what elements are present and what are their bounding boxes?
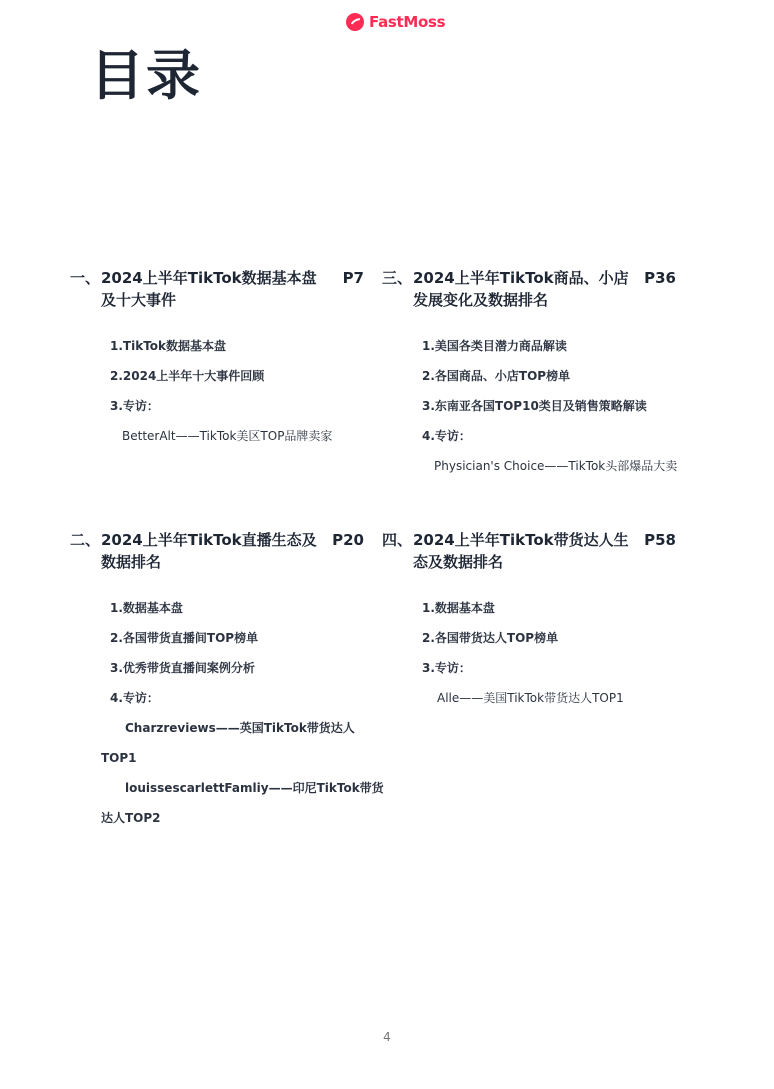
- toc-subitem[interactable]: louissescarlettFamliy——印尼TikTok带货: [125, 781, 384, 795]
- toc-subitem-wrap[interactable]: 达人TOP2: [101, 811, 161, 825]
- toc-subitem[interactable]: BetterAlt——TikTok美区TOP品牌卖家: [122, 429, 333, 443]
- toc-section-title[interactable]: 2024上半年TikTok直播生态及数据排名: [101, 531, 317, 571]
- page-title: 目录: [90, 44, 202, 107]
- toc-item[interactable]: 1.数据基本盘: [110, 601, 183, 615]
- toc-item[interactable]: 1.TikTok数据基本盘: [110, 339, 227, 353]
- fastmoss-logo-icon: [346, 13, 364, 31]
- toc-item[interactable]: 4.专访：: [110, 691, 159, 705]
- toc-section-title[interactable]: 2024上半年TikTok带货达人生态及数据排名: [413, 531, 629, 571]
- toc-subitem[interactable]: Physician's Choice——TikTok头部爆品大卖: [434, 459, 678, 473]
- toc-subitem[interactable]: Alle——美国TikTok带货达人TOP1: [437, 691, 624, 705]
- toc-item-list: [382, 331, 682, 481]
- toc-section-number: 一、: [70, 269, 101, 287]
- toc-section-number: 三、: [382, 269, 413, 287]
- toc-subitem[interactable]: Charzreviews——英国TikTok带货达人: [125, 721, 355, 735]
- toc-item-list: [70, 331, 370, 451]
- toc-item[interactable]: 4.专访：: [422, 429, 471, 443]
- toc-section-header: [70, 529, 370, 573]
- toc-section-header: [382, 267, 682, 311]
- toc-section-title[interactable]: 2024上半年TikTok商品、小店发展变化及数据排名: [413, 269, 629, 309]
- toc-section-page[interactable]: P58: [644, 531, 676, 549]
- toc-item-list: [70, 593, 384, 833]
- toc-subitem-wrap[interactable]: TOP1: [101, 751, 137, 765]
- toc-section-page[interactable]: P20: [332, 531, 364, 549]
- toc-item[interactable]: 2.各国带货直播间TOP榜单: [110, 631, 259, 645]
- toc-section-1: [70, 267, 370, 451]
- toc-item[interactable]: 3.东南亚各国TOP10类目及销售策略解读: [422, 399, 647, 413]
- toc-item-list: [382, 593, 682, 713]
- toc-item[interactable]: 1.数据基本盘: [422, 601, 495, 615]
- toc-item[interactable]: 2.各国带货达人TOP榜单: [422, 631, 559, 645]
- brand-logo: [346, 12, 445, 32]
- toc-item[interactable]: 2.2024上半年十大事件回顾: [110, 369, 265, 383]
- toc-item[interactable]: 1.美国各类目潜力商品解读: [422, 339, 567, 353]
- toc-item[interactable]: 3.专访：: [110, 399, 159, 413]
- toc-item[interactable]: 3.专访：: [422, 661, 471, 675]
- toc-item[interactable]: 2.各国商品、小店TOP榜单: [422, 369, 571, 383]
- toc-item[interactable]: 3.优秀带货直播间案例分析: [110, 661, 255, 675]
- page-number: 4: [383, 1030, 391, 1044]
- toc-section-number: 四、: [382, 531, 413, 549]
- toc-section-4: [382, 529, 682, 713]
- toc-section-header: [382, 529, 682, 573]
- brand-name: FastMoss: [369, 13, 446, 31]
- toc-section-title[interactable]: 2024上半年TikTok数据基本盘及十大事件: [101, 269, 317, 309]
- toc-section-page[interactable]: P7: [342, 269, 364, 287]
- toc-section-number: 二、: [70, 531, 101, 549]
- toc-section-header: [70, 267, 370, 311]
- toc-section-3: [382, 267, 682, 481]
- toc-section-page[interactable]: P36: [644, 269, 676, 287]
- toc-section-2: [70, 529, 384, 833]
